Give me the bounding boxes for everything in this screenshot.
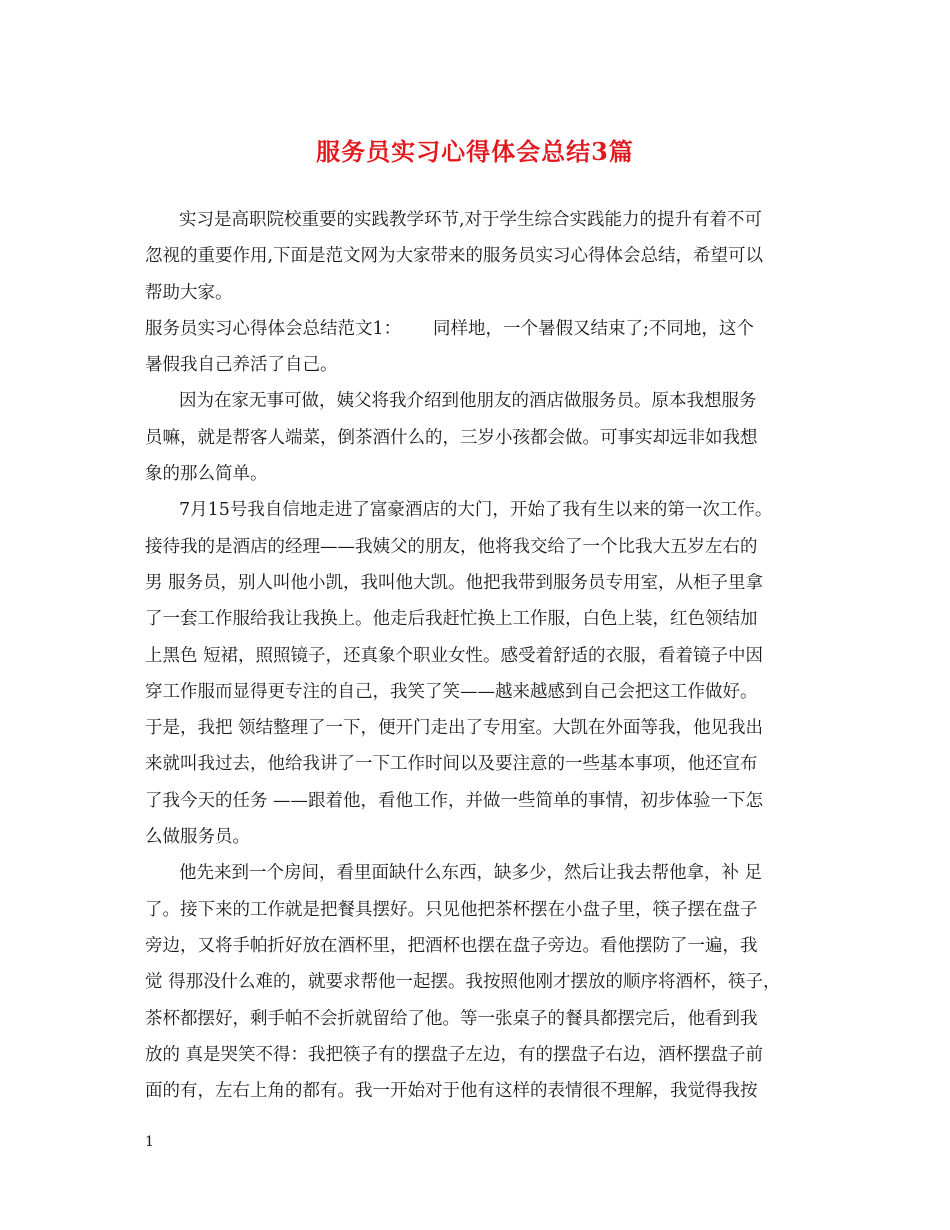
text-line: 于是，我把 领结整理了一下，便开门走出了专用室。大凯在外面等我，他见我出: [145, 718, 764, 739]
text-line: 男 服务员，别人叫他小凯，我叫他大凯。他把我带到服务员专用室，从柜子里拿: [145, 572, 764, 593]
text-line: 穿工作服而显得更专注的自己，我笑了笑——越来越感到自己会把这工作做好。: [145, 681, 758, 702]
text-line: 觉 得那没什么难的，就要求帮他一起摆。我按照他刚才摆放的顺序将酒杯，筷子，: [145, 972, 781, 993]
text-line: 接待我的是酒店的经理——我姨父的朋友，他将我交给了一个比我大五岁左右的: [145, 536, 758, 557]
text-line: 了。接下来的工作就是把餐具摆好。只见他把茶杯摆在小盘子里，筷子摆在盘子: [145, 899, 758, 920]
text-line: 了一套工作服给我让我换上。他走后我赶忙换上工作服，白色上装，红色领结加: [145, 609, 758, 630]
text-line: 了我今天的任务 ——跟着他，看他工作，并做一些简单的事情，初步体验一下怎: [145, 790, 764, 811]
text-line: 他先来到一个房间，看里面缺什么东西，缺多少，然后让我去帮他拿，补 足: [179, 863, 763, 884]
text-line: 暑假我自己养活了自己。: [145, 355, 338, 376]
text-line: 么做服务员。: [145, 827, 250, 848]
text-line: 茶杯都摆好，剩手帕不会折就留给了他。等一张桌子的餐具都摆完后，他看到我: [145, 1008, 758, 1029]
text-line: 旁边，又将手帕折好放在酒杯里，把酒杯也摆在盘子旁边。看他摆防了一遍，我: [145, 935, 758, 956]
text-line: 放的 真是哭笑不得：我把筷子有的摆盘子左边，有的摆盘子右边，酒杯摆盘子前: [145, 1044, 764, 1065]
text-line: 员嘛，就是帮客人端菜，倒茶酒什么的，三岁小孩都会做。可事实却远非如我想: [145, 427, 758, 448]
text-line: 面的有，左右上角的都有。我一开始对于他有这样的表情很不理解，我觉得我按: [145, 1081, 758, 1102]
text-line: 来就叫我过去，他给我讲了一下工作时间以及要注意的一些基本事项，他还宣布: [145, 754, 758, 775]
text-line: 忽视的重要作用,下面是范文网为大家带来的服务员实习心得体会总结，希望可以: [145, 246, 764, 267]
text-line: 服务员实习心得体会总结范文1： 同样地，一个暑假又结束了;不同地，这个: [145, 318, 754, 339]
document-body: [145, 202, 815, 1109]
text-line: 实习是高职院校重要的实践教学环节,对于学生综合实践能力的提升有着不可: [179, 210, 763, 230]
document-title: 服务员实习心得体会总结3篇: [316, 137, 634, 166]
page-number: 1: [145, 1134, 154, 1150]
text-line: 上黑色 短裙，照照镜子，还真象个职业女性。感受着舒适的衣服，看着镜子中因: [145, 645, 764, 666]
text-line: 因为在家无事可做，姨父将我介绍到他朋友的酒店做服务员。原本我想服务: [179, 391, 757, 412]
text-line: 7月15号我自信地走进了富豪酒店的大门，开始了我有生以来的第一次工作。: [179, 500, 773, 521]
text-line: 帮助大家。: [145, 282, 233, 303]
text-line: 象的那么简单。: [145, 464, 268, 485]
